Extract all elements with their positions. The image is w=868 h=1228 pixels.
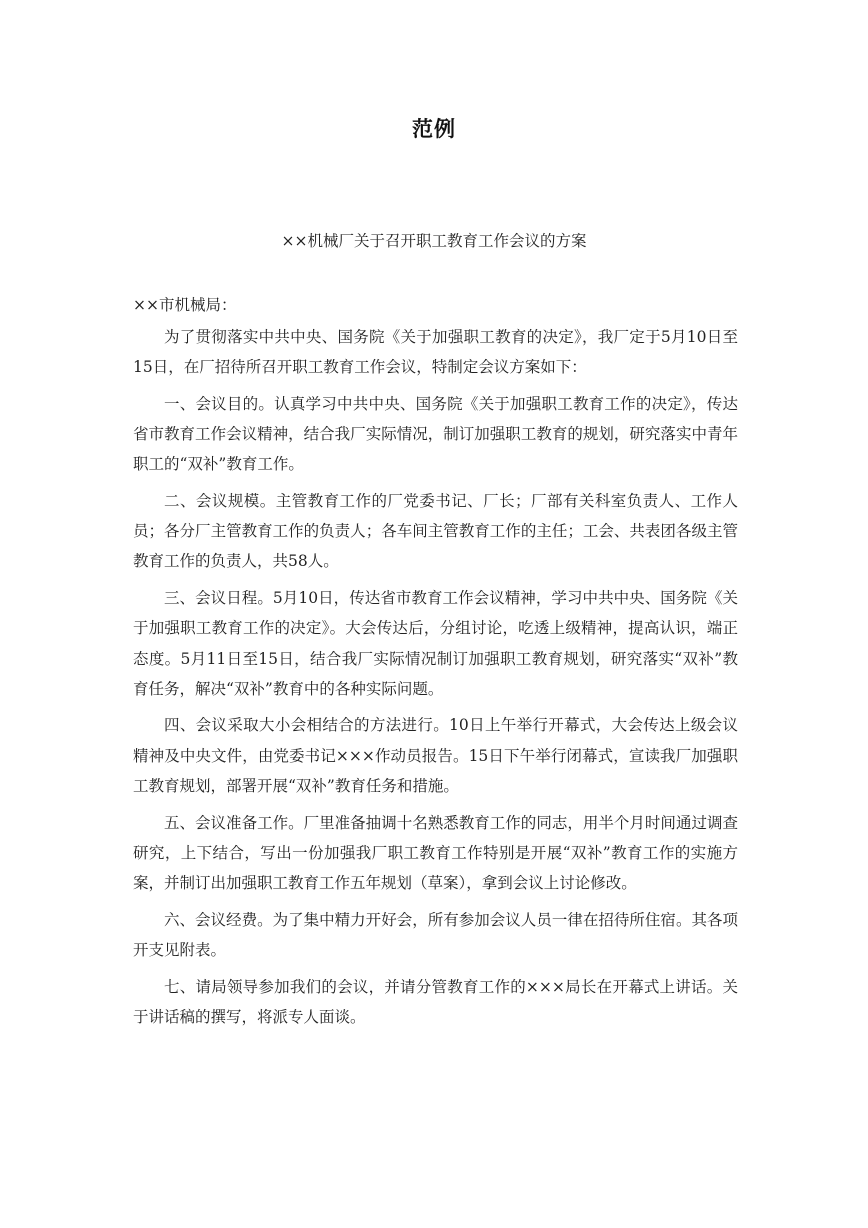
paragraph-schedule: 三、会议日程。5月10日，传达省市教育工作会议精神，学习中共中央、国务院《关于加强职工教育工作的决定》。大会传达后，分组讨论，吃透上级精神，提高认识，端正态度。5月11日至15日，结合我厂实际情况制订加强职工教育规划，研究落实“双补”教育任务，解决“双补”教育中的各种实际问题。 xyxy=(133,589,738,698)
document-heading: 范例 xyxy=(412,117,456,141)
paragraph-leadership: 七、请局领导参加我们的会议，并请分管教育工作的×××局长在开幕式上讲话。关于讲话稿的撰写，将派专人面谈。 xyxy=(133,977,738,1026)
document-body xyxy=(133,322,738,1032)
paragraph-scale: 二、会议规模。主管教育工作的厂党委书记、厂长；厂部有关科室负责人、工作人员；各分厂主管教育工作的负责人；各车间主管教育工作的主任；工会、共表团各级主管教育工作的负责人，共58人。 xyxy=(133,492,738,571)
paragraph-method: 四、会议采取大小会相结合的方法进行。10日上午举行开幕式，大会传达上级会议精神及中央文件，由党委书记×××作动员报告。15日下午举行闭幕式，宣读我厂加强职工教育规划，部署开展“双补”教育任务和措施。 xyxy=(133,716,738,795)
paragraph-intro: 为了贯彻落实中共中央、国务院《关于加强职工教育的决定》，我厂定于5月10日至15日，在厂招待所召开职工教育工作会议，特制定会议方案如下： xyxy=(133,328,738,377)
paragraph-preparation: 五、会议准备工作。厂里准备抽调十名熟悉教育工作的同志，用半个月时间通过调查研究，上下结合，写出一份加强我厂职工教育工作特别是开展“双补”教育工作的实施方案，并制订出加强职工教育工作五年规划（草案），拿到会议上讨论修改。 xyxy=(133,813,738,892)
salutation: ××市机械局： xyxy=(133,296,237,314)
paragraph-purpose: 一、会议目的。认真学习中共中央、国务院《关于加强职工教育工作的决定》，传达省市教育工作会议精神，结合我厂实际情况，制订加强职工教育的规划，研究落实中青年职工的“双补”教育工作。 xyxy=(133,394,738,474)
document-title: ××机械厂关于召开职工教育工作会议的方案 xyxy=(281,232,587,250)
paragraph-funding: 六、会议经费。为了集中精力开好会，所有参加会议人员一律在招待所住宿。其各项开支见附表。 xyxy=(133,910,738,959)
